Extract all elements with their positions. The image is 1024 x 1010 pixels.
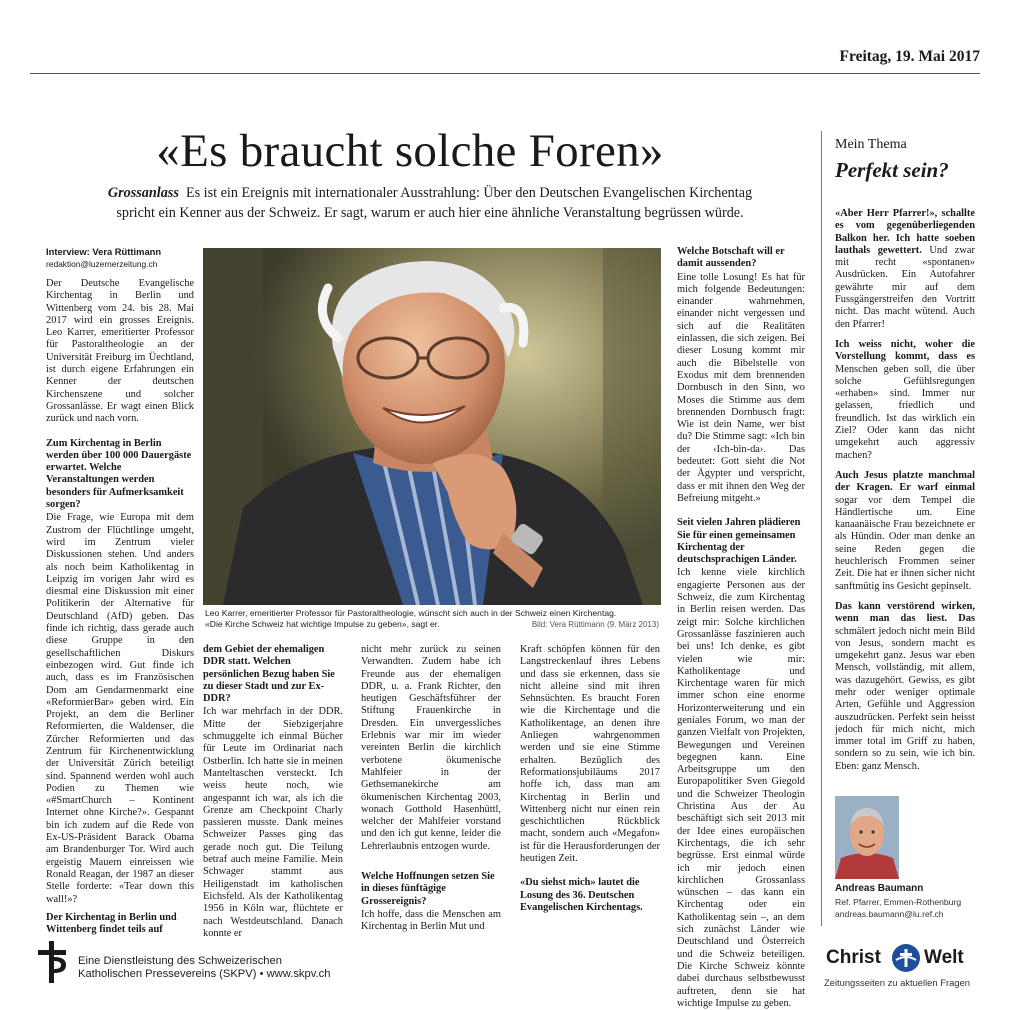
sidebar-p4-text: schmälert jedoch nicht mein Bild von Jesus, sondern macht es umgekehrt ganz. Jesus war eben Mensch, vollständig, mit allem, was dazugehört. Gewiss, es gibt mehr oder weniger optimale Arten, Gefühle und Aggression auszudrücken. Perfekt sein heisst jedoch für mich nicht, mich immer total im Griff zu haben, sondern so zu sein, wie ich bin. Eben: ganz Mensch. [835,625,975,772]
sidebar-text [835,208,975,793]
christ-welt-logo [824,944,984,974]
brand-tagline: Zeitungsseiten zu aktuellen Fragen [824,977,970,988]
question-4: «Du siehst mich» lautet die Losung des 36. Deutschen Evangelischen Kirchentags. [520,877,643,913]
question-5: Seit vielen Jahren plädieren Sie für einen gemeinsamen Kirchentag der deutschsprachigen Länder. [677,517,801,566]
article-column-2 [203,644,343,939]
author-role: Ref. Pfarrer, Emmen-Rothenburg [835,897,962,907]
brand-globe-icon [892,944,920,972]
question-1: Zum Kirchentag in Berlin werden über 100 000 Dauergäste erwartet. Welche Veranstaltungen werden besonders für Aufmerksamkeit sorgen? [46,437,192,511]
photo-caption [205,608,665,630]
author-name: Andreas Baumann [835,883,924,894]
sidebar-p3-lead: Auch Jesus platzte manchmal der Kragen. Er warf einmal [835,469,975,494]
lead-line-1 [60,183,800,203]
sidebar-paragraph-4 [835,601,975,773]
question-2-continued: dem Gebiet der ehemaligen DDR statt. Welchen persönlichen Bezug haben Sie zu dieser Stadt und zur Ex-DDR? [203,644,335,705]
question-4-continued: Welche Botschaft will er damit aussenden? [677,246,785,270]
photo-caption-line-1: Leo Karrer, emeritierter Professor für Pastoraltheologie, wünscht sich auch in der Schweiz einen Kirchentag. [205,608,617,618]
sidebar-divider [821,131,822,926]
question-3: Welche Hoffnungen setzen Sie in dieses fünftägige Grossereignis? [361,871,495,907]
answer-2-continued: nicht mehr zurück zu seinen Verwandten. Zudem habe ich Freunde aus der ehemaligen DDR, u. a. Frank Richter, den heutigen Geschäftsführer der Stiftung Frauenkirche in Dresden. Ein unvergessliches Erlebnis war mir im wieder vereinten Berlin die kirchlich verbotene ökumenische Mahlfeier in der Gethsemanekirche am ökumenischen Kirchentag 2003, wonach Gotthold Hasenhüttl, welcher der Mahlfeier vorstand und den ich gut kenne, leider die Lehrerlaubnis entzogen wurde. [361,644,501,852]
author-photo [835,796,899,879]
headline: «Es braucht solche Foren» [156,125,664,177]
portrait-photo [203,248,661,605]
photo-credit: Bild: Vera Rüttimann (9. März 2013) [531,620,659,629]
sidebar-paragraph-2 [835,339,975,462]
skpv-credit-line-2: Katholischen Pressevereins (SKPV) • www.skpv.ch [78,968,331,980]
header-rule [30,73,980,74]
author-email: redaktion@luzernerzeitung.ch [46,259,158,269]
photo-caption-quote: «Die Kirche Schweiz hat wichtige Impulse zu geben», sagt er. [205,619,440,629]
issue-date: Freitag, 19. Mai 2017 [839,48,980,65]
sidebar-p1-lead: «Aber Herr Pfarrer!», schallte es vom gegenüberliegenden Balkon her. Ich hatte soeben lauthals gewettert. [835,208,975,256]
answer-3-start: Ich hoffe, dass die Menschen am Kirchentag in Berlin Mut und [361,908,501,933]
sidebar-p3-text: sogar vor dem Tempel die Händlertische um. Eine kanaanäische Frau bezeichnete er als Hündin. Oder man denke an seine Reden gegen die heuchlerisch Frommen seiner Zeit. Die hat er ihnen sicher nicht sanftmütig ins Gesicht gepinselt. [835,494,975,592]
lead-line-2: spricht ein Kenner aus der Schweiz. Er sagt, warum er auch hier eine ähnliche Veranstaltung begrüssen würde. [116,205,744,221]
article-column-1 [46,246,194,936]
photo-caption-line-2 [205,619,665,630]
skpv-credit [78,955,330,981]
sidebar-p4-lead: Das kann verstörend wirken, wenn man das liest. Das [835,600,975,625]
sidebar-paragraph-1 [835,208,975,331]
answer-3-continued: Kraft schöpfen können für den Langstreckenlauf ihres Lebens und dass sie erkennen, dass sie nicht alleine sind mit ihren Sehnsüchten. Es braucht Foren wie die Kirchentage und die Katholikentage, an denen ihre Anliegen wahrgenommen werden und sie eine Stimme erhalten. Bezüglich des Reformationsjubiläums 2017 hoffe ich, dass man am Kirchentag in Berlin und Wittenberg nicht nur einen rein geschichtlichen Rückblick macht, sondern auch «Megafon» ist für die Herausforderungen der heutigen Zeit. [520,644,660,865]
sidebar-title: Perfekt sein? [835,158,949,182]
article-column-4 [520,644,660,919]
intro-paragraph: Der Deutsche Evangelische Kirchentag in Berlin und Wittenberg vom 24. bis 28. Mai 2017 wird ein grosses Ereignis. Leo Karrer, emeritierter Professor für Pastoraltheologie an der Universität Freiburg im Üechtland, ist durch eigene Erfahrungen ein Kenner der deutschen Kirchenszene und solcher Grossanlässe. Er wagt einen Blick zurück und nach vorn. [46,278,194,425]
sidebar-p1-text: Und zwar mit recht «spontanen» Ausdrücken. Ein Autofahrer gewährte mir auf dem Fussgängerstreifen den Vortritt nicht. Das macht wütend. Auch den Pfarrer! [835,244,975,330]
skpv-credit-line-1: Eine Dienstleistung des Schweizerischen [78,955,282,967]
portrait-illustration [203,248,661,605]
answer-1: Die Frage, wie Europa mit dem Zustrom der Flüchtlinge umgeht, wird im Zentrum vieler Diskussionen stehen. Und anders als noch beim Katholikentag in Leipzig im vorigen Jahr wird es diesmal eine Diskussion mit einer Politikerin der Alternative für Deutschland (AfD) geben. Das finde ich richtig, dass gerade auch diese Gruppe in den gesellschaftlichen Diskurs einbezogen wird. Gut finde ich auch, dass es im Französischen Dom am Gendarmenmarkt eine «ReformierBar» geben wird. Ein Projekt, an dem die Berliner Reformierten, die Waldenser, die Zürcher Reformierten und das Zentrum für Kirchenentwicklung der Universität Zürich beteiligt sind. Spannend werden wohl auch Podien zu Themen wie «#SmartChurch – Kontinent Internet ohne Kirche?». Gespannt bin ich zudem auf die Rede von Ex-US-Präsident Barack Obama am Brandenburger Tor. Wird auch ergeistig Mauern einreissen wie Ronald Reagan, der 1987 an dieser Stelle forderte: «Tear down this wall!»? [46,512,194,905]
lead-kicker: Grossanlass [107,185,179,201]
sidebar-p2-text: Menschen geben soll, die über solche Gefühlsregungen «erhaben» sind. Immer nur gelassen, friedlich und freundlich. Ist das wirklich ein Ziel? Oder kann das nicht umgekehrt auch aggressiv machen? [835,363,975,461]
brand-left: Christ [826,947,881,968]
sidebar-p2-lead: Ich weiss nicht, woher die Vorstellung kommt, dass es [835,338,975,363]
sidebar-paragraph-3 [835,470,975,593]
answer-2: Ich war mehrfach in der DDR. Mitte der Siebzigerjahre schmuggelte ich einmal Bücher für Leute im Ordinariat nach Ostberlin. Ich hatte sie in meinen Manteltaschen versteckt. Ich weiss heute noch, wie angespannt ich war, als ich die Grenze am Checkpoint Charly passieren musste. Dank meines Schweizer Passes ging das gerade noch gut. Die Teilung betraf auch meine Familie. Mein Schwager stammt aus Heiligenstadt im katholischen Eichsfeld. Als der Katholikentag 1956 in Köln war, flüchtete er nach Westdeutschland. Danach konnte er [203,706,343,939]
skpv-logo-icon [38,941,66,983]
author-email-sidebar: andreas.baumann@lu.ref.ch [835,909,944,919]
answer-4: Eine tolle Losung! Es hat für mich folgende Bedeutungen: einander wahrnehmen, einander nicht vergessen und sich auf die Realitäten einlassen, die sich zeigen. Bei dieser Losung kommt mir auch die Bibelstelle von Exodus mit dem brennenden Dornbusch in den Sinn, wo Moses die Stimme aus dem brennenden Dornbusch fragt: Wie ist dein Name, wer bist du? Die Stimme sagt: «Ich bin der ‹Ich-bin-da›. Das bedeutet: Gott sieht die Not der Ägypter und verspricht, dass er mit ihnen den Weg der Befreiung mitgeht.» [677,271,805,504]
byline: Interview: Vera Rüttimann [46,246,162,257]
question-2-start: Der Kirchentag in Berlin und Wittenberg findet teils auf [46,911,177,936]
sidebar-rubric: Mein Thema [835,137,907,152]
lead-text [60,183,800,223]
article-column-5 [677,246,805,1009]
author-portrait-illustration [835,796,899,879]
answer-5: Ich kenne viele kirchlich engagierte Personen aus der Schweiz, die zum Kirchentag in Berlin reisen werden. Das zeigt mir: Solche kirchlichen Grossanlässe faszinieren auch bei uns! Ich denke, es gibt vielen wie mir: Katholikentage und Kirchentage waren für mich immer schon eine enorme Horizonterweiterung und ein geniales Forum, wo man der ganzen Vielfalt von Projekten, Bewegungen und Vereinen begegnen kann. Eine Arbeitsgruppe um den Europapolitiker Sven Giegold und die Schweizer Theologin Christina Aus der Au beschäftigt sich seit 2013 mit der Idee eines europäischen Kirchentags, die ich sehr begrüsse. Erst einmal würde ich mir jedoch einen kirchlichen Grossanlass wünschen – das kann ein Kirchentag oder ein Katholikentag sein –, an dem sich zunächst Länder wie Deutschland und Österreich und die Schweiz beteiligen. Die Kirche Schweiz könnte dabei durchaus selbstbewusst auftreten, denn sie hat wichtige Impulse zu geben. [677,567,805,1009]
article-column-3 [361,644,501,933]
brand-right: Welt [924,947,964,968]
lead-line-1-text: Es ist ein Ereignis mit internationaler Ausstrahlung: Über den Deutschen Evangelischen Kirchentag [185,185,753,201]
